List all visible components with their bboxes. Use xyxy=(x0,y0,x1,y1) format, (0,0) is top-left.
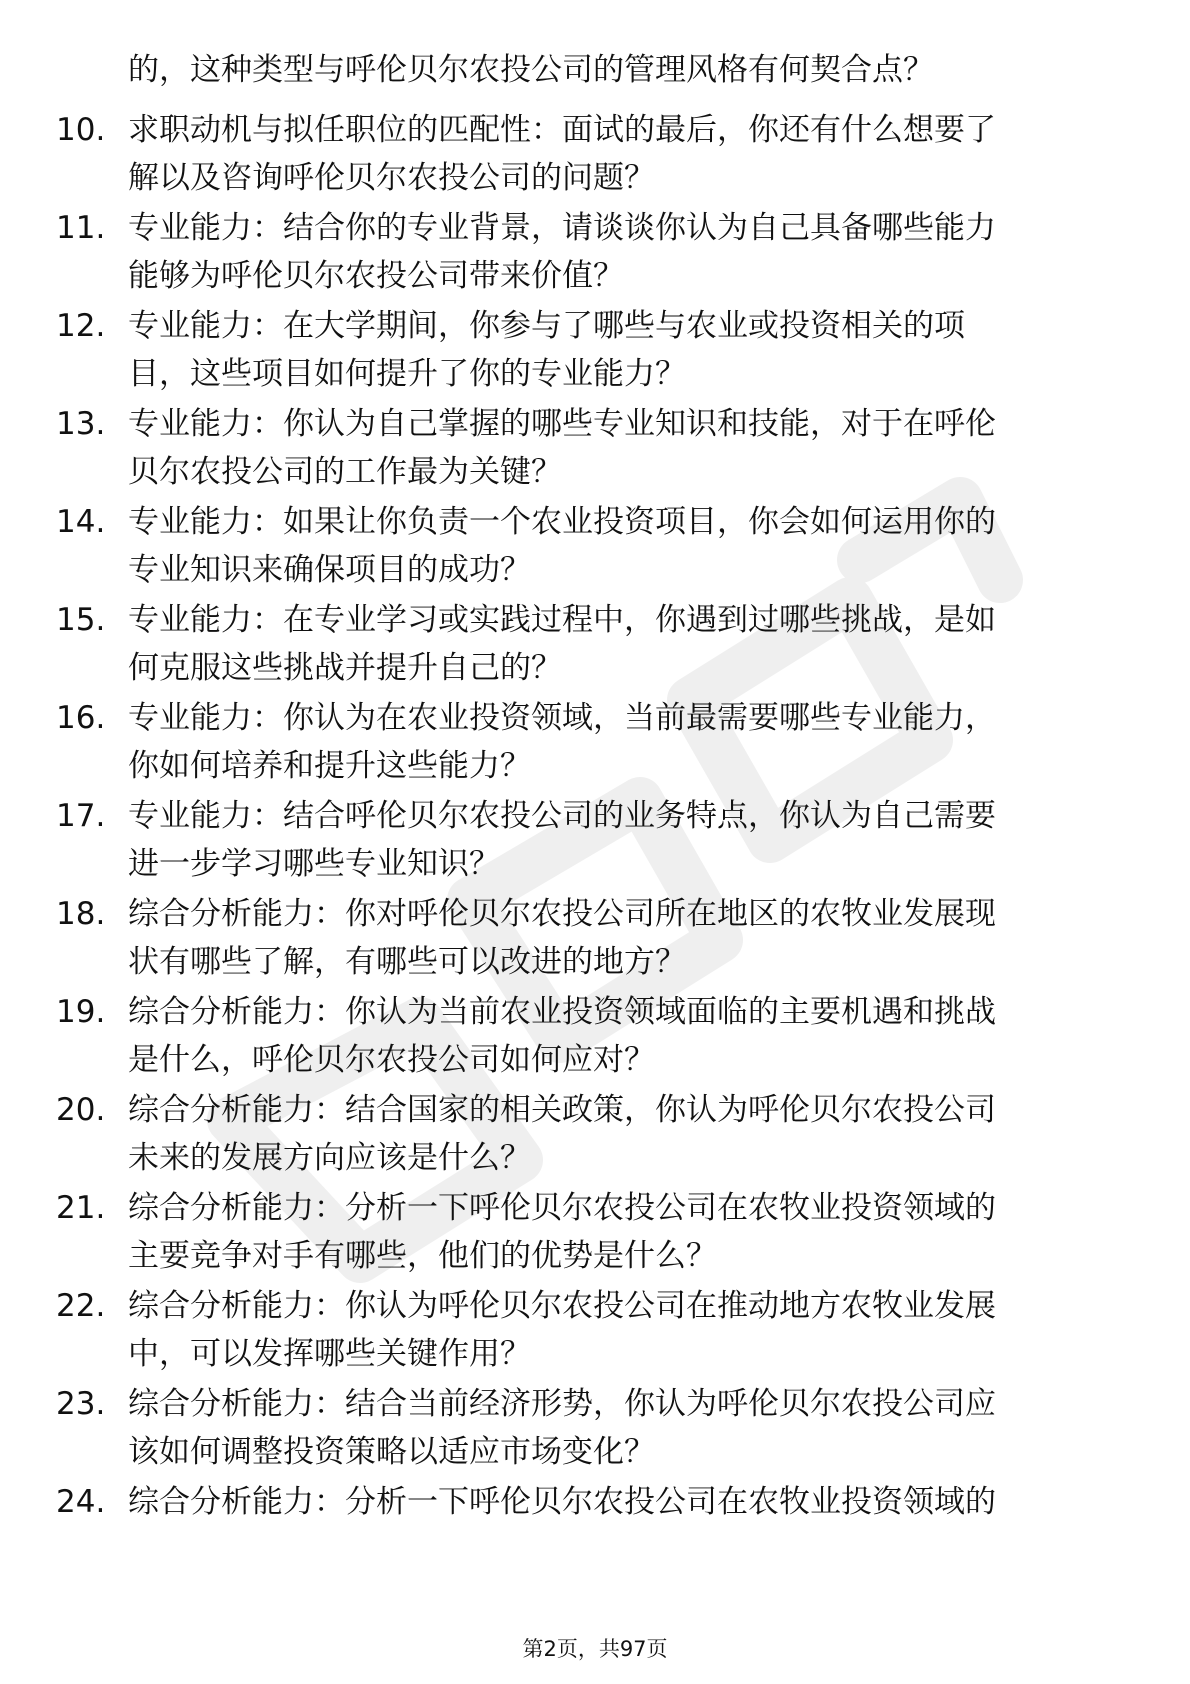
question-item xyxy=(0,792,1190,890)
question-text-line: 专业能力：你认为自己掌握的哪些专业知识和技能，对于在呼伦 xyxy=(128,406,996,442)
question-item xyxy=(0,106,1190,204)
question-text-line: 专业能力：在专业学习或实践过程中，你遇到过哪些挑战，是如 xyxy=(128,602,996,638)
question-number: 10. xyxy=(56,112,106,148)
question-text xyxy=(128,694,1118,790)
question-item xyxy=(0,204,1190,302)
question-item xyxy=(0,694,1190,792)
question-text-line: 专业能力：你认为在农业投资领域，当前最需要哪些专业能力， xyxy=(128,700,996,736)
question-list xyxy=(0,106,1190,1576)
question-item xyxy=(0,890,1190,988)
question-text-line: 综合分析能力：你对呼伦贝尔农投公司所在地区的农牧业发展现 xyxy=(128,896,996,932)
question-number: 22. xyxy=(56,1288,106,1324)
question-number: 21. xyxy=(56,1190,106,1226)
question-number: 17. xyxy=(56,798,106,834)
question-text-line: 主要竞争对手有哪些，他们的优势是什么？ xyxy=(128,1238,717,1274)
question-text-line: 目，这些项目如何提升了你的专业能力？ xyxy=(128,356,686,392)
question-text-line: 求职动机与拟任职位的匹配性：面试的最后，你还有什么想要了 xyxy=(128,112,996,148)
question-text xyxy=(128,1086,1118,1182)
question-number: 13. xyxy=(56,406,106,442)
question-number: 11. xyxy=(56,210,106,246)
question-item xyxy=(0,1086,1190,1184)
question-text-line: 综合分析能力：分析一下呼伦贝尔农投公司在农牧业投资领域的 xyxy=(128,1484,996,1520)
question-text xyxy=(128,498,1118,594)
question-text xyxy=(128,1380,1118,1476)
question-item xyxy=(0,302,1190,400)
question-text-line: 综合分析能力：结合国家的相关政策，你认为呼伦贝尔农投公司 xyxy=(128,1092,996,1128)
question-text-line: 专业能力：在大学期间，你参与了哪些与农业或投资相关的项 xyxy=(128,308,965,344)
question-item xyxy=(0,988,1190,1086)
question-text xyxy=(128,1478,1118,1526)
question-text xyxy=(128,400,1118,496)
question-text-line: 何克服这些挑战并提升自己的？ xyxy=(128,650,562,686)
question-item xyxy=(0,498,1190,596)
question-number: 19. xyxy=(56,994,106,1030)
question-item xyxy=(0,1184,1190,1282)
question-number: 12. xyxy=(56,308,106,344)
question-text xyxy=(128,1184,1118,1280)
page-number-footer: 第2页，共97页 xyxy=(522,1637,668,1661)
question-text-line: 未来的发展方向应该是什么？ xyxy=(128,1140,531,1176)
question-item xyxy=(0,400,1190,498)
question-number: 18. xyxy=(56,896,106,932)
question-number: 15. xyxy=(56,602,106,638)
question-text xyxy=(128,106,1118,202)
question-text xyxy=(128,792,1118,888)
question-text-line: 综合分析能力：你认为呼伦贝尔农投公司在推动地方农牧业发展 xyxy=(128,1288,996,1324)
question-number: 20. xyxy=(56,1092,106,1128)
question-text xyxy=(128,1282,1118,1378)
question-text-line: 解以及咨询呼伦贝尔农投公司的问题？ xyxy=(128,160,655,196)
question-text xyxy=(128,596,1118,692)
question-item xyxy=(0,1478,1190,1576)
question-text-line: 综合分析能力：分析一下呼伦贝尔农投公司在农牧业投资领域的 xyxy=(128,1190,996,1226)
question-number: 23. xyxy=(56,1386,106,1422)
question-text-line: 专业能力：结合呼伦贝尔农投公司的业务特点，你认为自己需要 xyxy=(128,798,996,834)
question-text-line: 你如何培养和提升这些能力？ xyxy=(128,748,531,784)
question-number: 16. xyxy=(56,700,106,736)
question-number: 24. xyxy=(56,1484,106,1520)
question-text-line: 该如何调整投资策略以适应市场变化？ xyxy=(128,1434,655,1470)
question-text-line: 是什么，呼伦贝尔农投公司如何应对？ xyxy=(128,1042,655,1078)
question-text-line: 状有哪些了解，有哪些可以改进的地方？ xyxy=(128,944,686,980)
continued-question-text: 的，这种类型与呼伦贝尔农投公司的管理风格有何契合点？ xyxy=(128,52,934,88)
question-text-line: 贝尔农投公司的工作最为关键？ xyxy=(128,454,562,490)
question-item xyxy=(0,596,1190,694)
question-text-line: 中，可以发挥哪些关键作用？ xyxy=(128,1336,531,1372)
question-text-line: 进一步学习哪些专业知识？ xyxy=(128,846,500,882)
question-text xyxy=(128,890,1118,986)
question-text-line: 综合分析能力：结合当前经济形势，你认为呼伦贝尔农投公司应 xyxy=(128,1386,996,1422)
question-number: 14. xyxy=(56,504,106,540)
question-text-line: 专业能力：如果让你负责一个农业投资项目，你会如何运用你的 xyxy=(128,504,996,540)
question-text-line: 综合分析能力：你认为当前农业投资领域面临的主要机遇和挑战 xyxy=(128,994,996,1030)
question-item xyxy=(0,1282,1190,1380)
question-item xyxy=(0,1380,1190,1478)
question-text xyxy=(128,204,1118,300)
question-text-line: 专业知识来确保项目的成功？ xyxy=(128,552,531,588)
question-text xyxy=(128,302,1118,398)
question-text-line: 能够为呼伦贝尔农投公司带来价值？ xyxy=(128,258,624,294)
question-text-line: 专业能力：结合你的专业背景，请谈谈你认为自己具备哪些能力 xyxy=(128,210,996,246)
question-text xyxy=(128,988,1118,1084)
